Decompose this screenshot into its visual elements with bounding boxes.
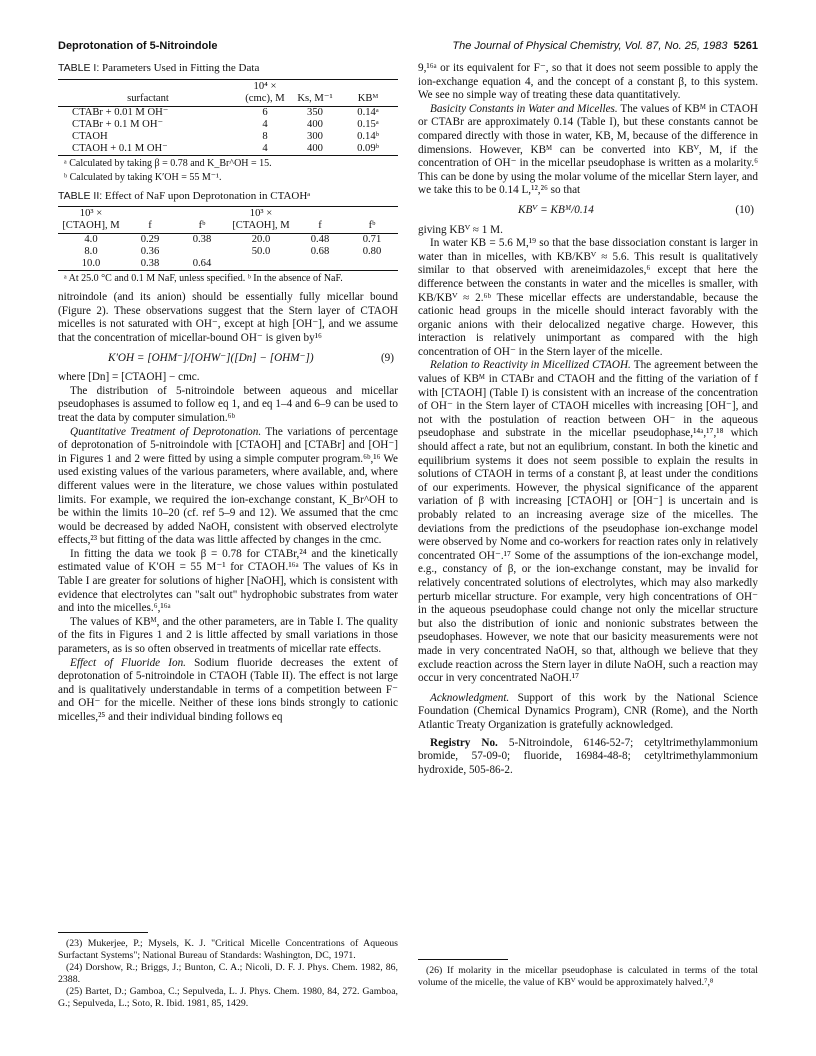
- running-header: [58, 40, 758, 56]
- table-row: [58, 258, 398, 271]
- table-cell: 0.15ᵃ: [357, 118, 379, 130]
- equation-number: (10): [735, 203, 754, 216]
- table-row: [58, 143, 398, 156]
- table-cell: 50.0: [251, 246, 271, 258]
- table-cell: 300: [307, 130, 323, 142]
- acknowledgment-title: Acknowledgment.: [430, 691, 510, 704]
- footnotes-right: [418, 965, 758, 989]
- section-run-in-title: Effect of Fluoride Ion.: [70, 656, 186, 669]
- acknowledgment-text: Support of this work by the National Science Foundation (Chemical Dynamics Program), CNR (Rome), and the North Atlantic Treaty Organization is gratefully acknowledged.: [418, 691, 758, 731]
- table-cell: 0.36: [140, 246, 160, 258]
- paragraph-text: The variations of percentage of deprotonation of 5-nitroindole with [CTAOH] and [CTABr] and [OH⁻] in Figures 1 and 2 were fitted by using a simple computer program.⁶ᵇ,¹⁶ We used existing values of the various parameters, where available, and, where different values were in the literature, we chose values within postulated limits. For example, we required the ion-exchange constant, K_Br^OH to be within the limits 10–20 (cf. ref 5–9 and 12). We assumed that the cmc would be decreased by added NaOH, consistent with observed electrolyte effects,²³ but fitting of the data was little affected by changes in the cmc.: [58, 425, 398, 547]
- table-row: [58, 246, 398, 258]
- table1-title: Parameters Used in Fitting the Data: [102, 62, 260, 74]
- table-cell: 350: [307, 106, 323, 118]
- table1-header-ks: Ks, M⁻¹: [292, 79, 338, 106]
- paragraph-text: Sodium fluoride decreases the extent of deprotonation of 5-nitroindole in CTAOH (Table II). The effect is not large and is qualitatively understandable in terms of a competition between F⁻ and OH⁻ for the micelle. Neither of these ions binds strongly to cationic micelles,²⁵ and their individual binding follows eq: [58, 656, 399, 723]
- table-cell: 4.0: [84, 234, 98, 246]
- table-row: [58, 131, 398, 143]
- registry-numbers: [418, 737, 758, 778]
- table2-header-conc-1: 10³ × [CTAOH], M: [58, 207, 124, 234]
- table-cell: 0.14ᵃ: [357, 106, 379, 118]
- header-left-title: Deprotonation of 5-Nitroindole: [58, 40, 218, 52]
- acknowledgment: [418, 692, 758, 733]
- table-cell: 0.38: [192, 234, 212, 246]
- paragraph-text: The agreement between the values of KBᴹ in CTABr and CTAOH and the fitting of the variation of f with [CTAOH] (Table I) is consistent with an increase of the concentration of OH⁻ in the Stern layer of CTAOH micelles with increasing [OH⁻], and not with the postulation of reaction between OH⁻ in the aqueous pseudophase and substrate in the micellar pseudophase,¹⁴ᵃ,¹⁷,¹⁸ which should affect a rate, but not an equlibrium, constant. In both the kinetic and equilibrium systems it does not seem possible to explain the results in solutions of CTAOH in terms of a constant β, at least under the conditions of our experiments. However, the physical significance of the apparent variation of β with increasing [CTAOH] or [OH⁻] is uncertain and is probably related to an increasing average size of the micelles. The deviations from the predictions of the pseudophase ion-exchange model were observed by Nome and co-workers for reaction rates only in relatively concentrated OH⁻.¹⁷ Some of the assumptions of the ion-exchange model, e.g., constancy of β, or the ion-exchange constant, may be invalid for relatively concentrated solutions of electrolytes, which may also markedly perturb micellar structure. For example, very high concentrations of OH⁻ in the aqueous pseudophase could change not only the micellar structure but also the distribution of ionic and nonionic substrates between the pseudophases. However, we note that our basicity measurements were not made in very concentrated NaOH, so that, although we believe that they exclude reaction across the Stern layer in dilute NaOH, such a reaction may occur in very concentrated NaOH.¹⁷: [418, 359, 758, 685]
- table-cell: 4: [262, 142, 268, 154]
- table-cell: 0.09ᵇ: [357, 142, 379, 154]
- paragraph: nitroindole (and its anion) should be essentially fully micellar bound (Figure 2). These observations suggest that the Stern layer of CTAOH micelles is not saturated with OH⁻, except at high [OH⁻], and we assume that the concentration of micellar-bound OH⁻ is given by¹⁶: [58, 291, 398, 344]
- footnote: (26) If molarity in the micellar pseudophase is calculated in terms of the total volume of the micelle, the value of KBⱽ would be approximately halved.⁷,⁸: [418, 965, 758, 988]
- table1-header-kbm: KBᴹ: [338, 79, 398, 106]
- table-cell: CTABr + 0.1 M OH⁻: [72, 118, 164, 130]
- footnote: (24) Dorshow, R.; Briggs, J.; Bunton, C. A.; Nicoli, D. F. J. Phys. Chem. 1982, 86, 2388.: [58, 962, 398, 985]
- table1-header-surfactant: surfactant: [58, 79, 238, 106]
- table-cell: 0.80: [362, 246, 382, 258]
- table-cell: 4: [262, 118, 268, 130]
- equation-number: (9): [380, 351, 394, 364]
- right-column: [418, 62, 758, 777]
- table2-caption: [58, 190, 398, 204]
- table-cell: 0.64: [192, 258, 212, 270]
- table1-header-cmc: 10⁴ × (cmc), M: [238, 79, 292, 106]
- paragraph: [418, 359, 758, 685]
- header-journal: [452, 40, 758, 52]
- table-cell: 0.68: [310, 246, 330, 258]
- table-cell: [228, 258, 294, 271]
- table-cell: 0.48: [310, 234, 330, 246]
- table1: [58, 79, 398, 156]
- table2-label: TABLE II:: [58, 189, 103, 202]
- equation-10: [418, 204, 758, 218]
- paragraph: [58, 657, 398, 725]
- footnote-divider: [418, 959, 508, 960]
- paragraph: [58, 426, 398, 548]
- paragraph: giving KBⱽ ≈ 1 M.: [418, 223, 503, 236]
- table2-header-f-1: f: [124, 207, 176, 234]
- table-cell: 10.0: [81, 258, 101, 270]
- table-cell: 0.29: [140, 234, 160, 246]
- paragraph: The distribution of 5-nitroindole between aqueous and micellar pseudophases is assumed to follow eq 1, and eq 1–4 and 6–9 can be used to treat the data by computer simulation.⁶ᵇ: [58, 384, 398, 424]
- table-row: [58, 106, 398, 119]
- table1-footnote-b: ᵇ Calculated by taking K′OH = 55 M⁻¹.: [64, 171, 222, 183]
- paragraph: In water KB = 5.6 M,¹⁹ so that the base dissociation constant is larger in water than in micelles, with KB/KBⱽ ≈ 5.6. This result is qualitatively similar to that observed with areneimidazoles,⁶ except that here the difference between the constants in water and the micelles is smaller, with KB/KBⱽ ≈ 2.⁶ᵇ These micellar effects are understandable, because the cationic head groups in the micelle should interact favorably with the organic anions with their delocalized negative charge. However, this interaction is relatively unimportant as compared with the high concentration of OH⁻ in the Stern layer of the micelle.: [418, 237, 758, 358]
- footnote: (23) Mukerjee, P.; Mysels, K. J. "Critical Micelle Concentrations of Aqueous Surfactant Systems"; National Bureau of Standards: Washington, DC, 1971.: [58, 938, 398, 961]
- table-row: [58, 119, 398, 131]
- table2-header-fb-1: fᵇ: [176, 207, 228, 234]
- table-cell: [346, 258, 398, 271]
- table-cell: 0.38: [140, 258, 160, 270]
- page-number: 5261: [733, 40, 758, 52]
- section-run-in-title: Quantitative Treatment of Deprotonation.: [70, 425, 262, 438]
- equation-9: [58, 352, 398, 366]
- registry-text: 5-Nitroindole, 6146-52-7; cetyltrimethylammonium bromide, 57-09-0; fluoride, 16984-48-8; cetyltrimethylammonium hydroxide, 505-86-2.: [418, 736, 758, 776]
- table-row: [58, 234, 398, 247]
- table1-label: TABLE I:: [58, 62, 100, 74]
- table-cell: [294, 258, 346, 271]
- table-cell: 6: [262, 106, 268, 118]
- table-cell: CTAOH + 0.1 M OH⁻: [72, 142, 168, 154]
- table-cell: 0.14ᵇ: [357, 130, 379, 142]
- paragraph-text: The values of KBᴹ in CTAOH or CTABr are approximately 0.14 (Table I), but these constants cannot be compared directly with those in water, KB, M, because of the difference in dimensions. However, KBᴹ can be converted into KBⱽ, M, if the concentration of OH⁻ in the micellar pseudophase is written as a molarity.⁶ This can be done by using the molar volume of the micellar Stern layer, and we take this to be 0.14 L,¹²,²⁶ so that: [418, 102, 758, 197]
- table1-caption: [58, 62, 398, 76]
- table-cell: CTAOH: [72, 130, 108, 142]
- footnote-divider: [58, 932, 148, 933]
- left-column: [58, 62, 398, 725]
- table-cell: 400: [307, 118, 323, 130]
- table2-title: Effect of NaF upon Deprotonation in CTAOHᵃ: [104, 189, 311, 202]
- registry-title: Registry No.: [430, 736, 498, 749]
- table2-header-conc-2: 10³ × [CTAOH], M: [228, 207, 294, 234]
- paragraph: where [Dn] = [CTAOH] − cmc.: [58, 371, 200, 384]
- paragraph: 9,¹⁶ᵃ or its equivalent for F⁻, so that it does not seem possible to apply the ion-exchange equation 4, and the concept of a constant β, to this system. We see no simple way of treating these data quantitatively.: [418, 62, 758, 102]
- table-cell: [176, 246, 228, 258]
- table-cell: 8.0: [84, 246, 98, 258]
- paragraph: In fitting the data we took β = 0.78 for CTABr,²⁴ and the kinetically estimated value of K′OH = 55 M⁻¹ for CTAOH.¹⁶ᵃ The values of Ks in Table I are greater for solutions of higher [NaOH], which is consistent with evidence that electrolytes can "salt out" hydrophobic substrates from water and into the micelles.⁶,¹⁶ᵃ: [58, 547, 398, 615]
- table1-footnote-a: ᵃ Calculated by taking β = 0.78 and K_Br^OH = 15.: [64, 157, 272, 169]
- equation-body: KBⱽ = KBᴹ/0.14: [518, 203, 594, 216]
- table2-header-fb-2: fᵇ: [346, 207, 398, 234]
- journal-name: The Journal of Physical Chemistry, Vol. 87, No. 25, 1983: [452, 40, 728, 52]
- section-run-in-title: Basicity Constants in Water and Micelles.: [430, 102, 618, 115]
- table2-header-f-2: f: [294, 207, 346, 234]
- footnotes-left: [58, 938, 398, 1011]
- paragraph: [418, 103, 758, 198]
- table-cell: 0.71: [362, 234, 382, 246]
- table2-footnote: ᵃ At 25.0 °C and 0.1 M NaF, unless specified. ᵇ In the absence of NaF.: [64, 273, 343, 285]
- table-cell: 8: [262, 130, 268, 142]
- table-cell: 400: [307, 142, 323, 154]
- table-cell: CTABr + 0.01 M OH⁻: [72, 106, 169, 118]
- table2: [58, 206, 398, 271]
- equation-body: K′OH = [OHM⁻]/[OHW⁻]([Dn] − [OHM⁻]): [108, 351, 314, 364]
- paragraph: The values of KBᴹ, and the other parameters, are in Table I. The quality of the fits in Figures 1 and 2 is little affected by small variations in those parameters, as is so often observed in treatments of micellar rate effects.: [58, 615, 398, 656]
- footnote: (25) Bartet, D.; Gamboa, C.; Sepulveda, L. J. Phys. Chem. 1980, 84, 272. Gamboa, G.; Sepulveda, L.; Soto, R. Ibid. 1981, 85, 1429.: [58, 986, 398, 1009]
- table-cell: 20.0: [251, 234, 271, 246]
- section-run-in-title: Relation to Reactivity in Micellized CTAOH.: [430, 359, 631, 372]
